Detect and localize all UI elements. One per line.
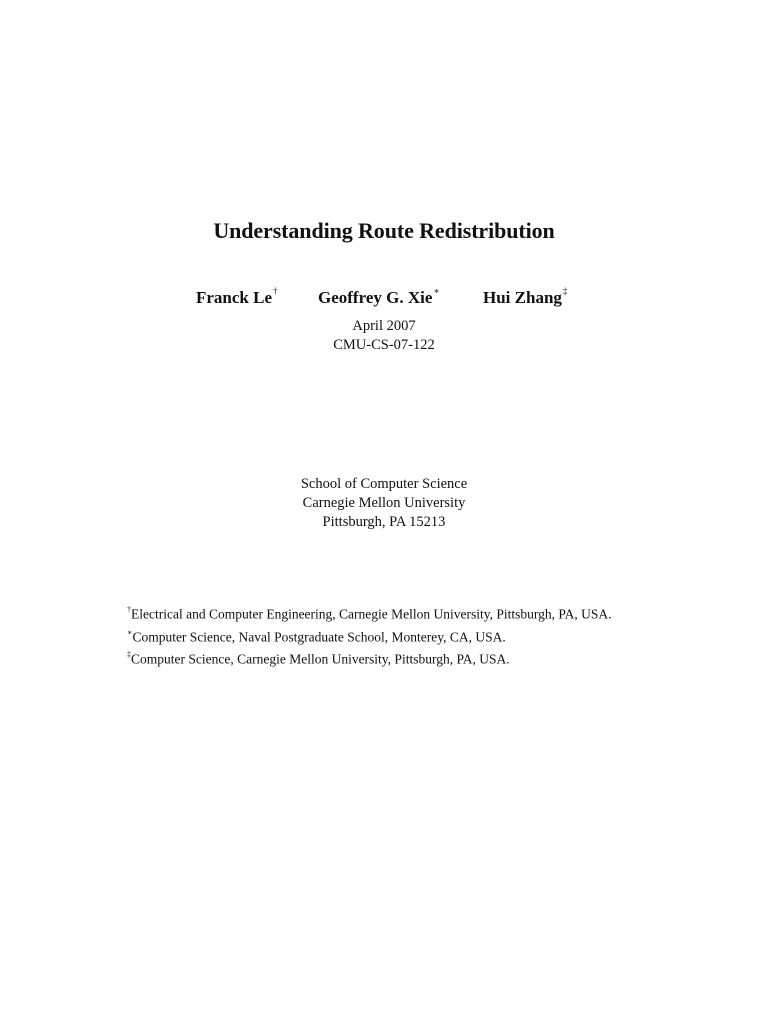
- author-name: Franck Le: [196, 288, 273, 307]
- paper-title: Understanding Route Redistribution: [213, 218, 555, 243]
- footnote: [127, 624, 612, 647]
- author-mark: †: [273, 286, 278, 297]
- affiliation-school: School of Computer Science: [300, 476, 468, 492]
- author-hui-zhang: [483, 288, 567, 308]
- affiliation-block: [0, 475, 768, 532]
- footnote: [127, 601, 612, 624]
- footnote-text: Computer Science, Naval Postgraduate School, Monterey, CA, USA.: [132, 629, 506, 644]
- report-number: CMU-CS-07-122: [333, 337, 435, 353]
- footnote-text: Computer Science, Carnegie Mellon University, Pittsburgh, PA, USA.: [131, 651, 510, 667]
- footnote-mark: †: [127, 605, 131, 614]
- affiliation-address: Pittsburgh, PA 15213: [322, 514, 446, 530]
- author-mark: ∗: [433, 286, 440, 297]
- date-block: [0, 317, 768, 355]
- footnote: [127, 646, 612, 669]
- affiliation-university: Carnegie Mellon University: [302, 495, 466, 511]
- footnote-text: Electrical and Computer Engineering, Carnegie Mellon University, Pittsburgh, PA, USA.: [131, 606, 612, 622]
- footnotes: [127, 601, 612, 669]
- footnote-mark: ∗: [127, 627, 133, 637]
- author-list: [0, 288, 768, 312]
- footnote-mark: ‡: [127, 650, 131, 659]
- author-geoffrey-xie: [318, 288, 440, 308]
- author-name: Geoffrey G. Xie: [318, 288, 433, 307]
- author-mark: ‡: [562, 286, 568, 297]
- author-franck-le: [196, 288, 278, 308]
- publication-date: April 2007: [352, 318, 416, 334]
- author-name: Hui Zhang: [483, 288, 562, 307]
